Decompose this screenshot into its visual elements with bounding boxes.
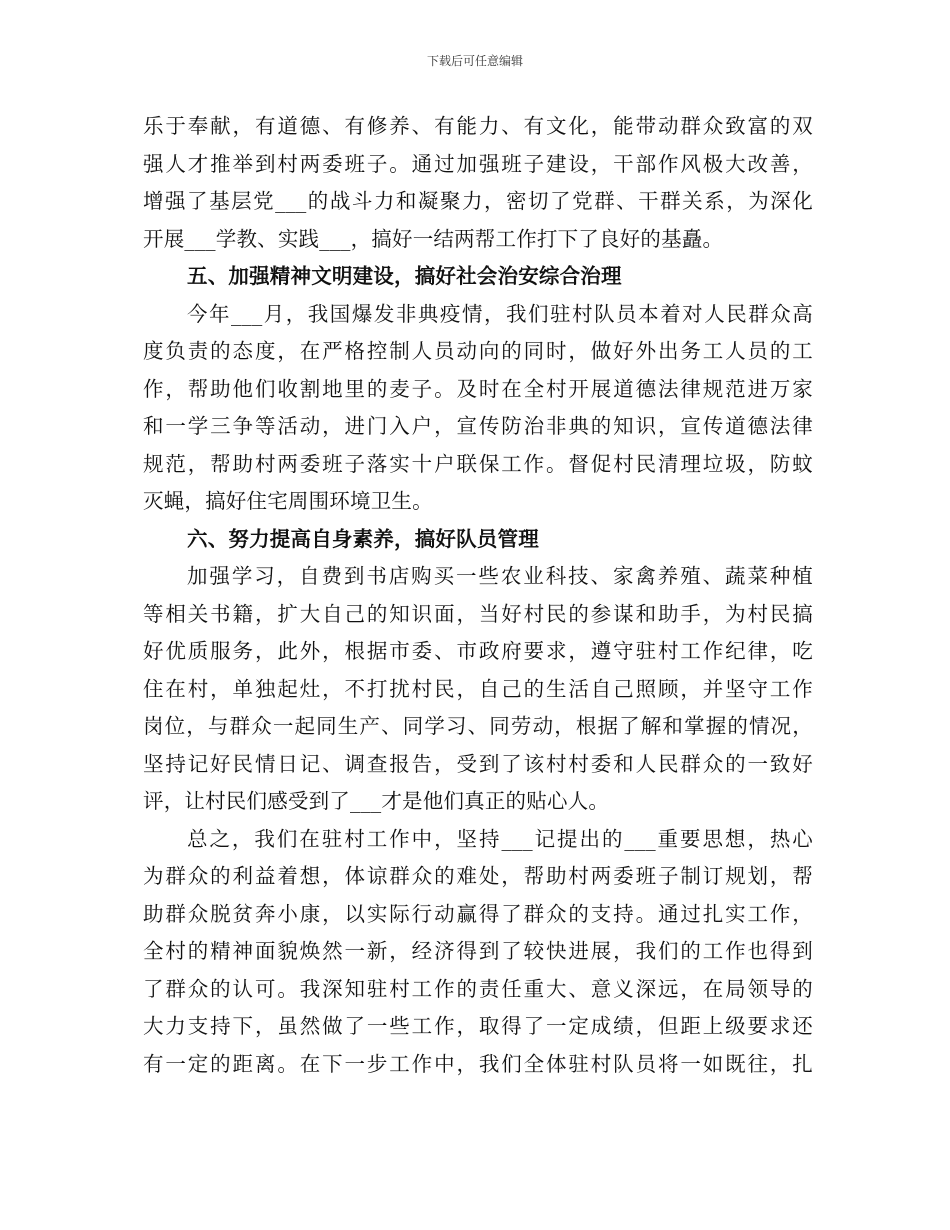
text-line: 了群众的认可。我深知驻村工作的责任重大、意义深远，在局领导的: [143, 976, 813, 1001]
text-line: 灭蝇，搞好住宅周围环境卫生。: [143, 489, 433, 513]
text-line: 有一定的距离。在下一步工作中，我们全体驻村队员将一如既往，扎: [143, 1051, 813, 1076]
text-line: 总之，我们在驻村工作中，坚持___记提出的___重要思想，热心: [187, 826, 813, 851]
section-heading-6: 六、努力提高自身素养，搞好队员管理: [187, 526, 539, 551]
text-line: 坚持记好民情日记、调查报告，受到了该村村委和人民群众的一致好: [143, 751, 813, 776]
text-line: 和一学三争等活动，进门入户，宣传防治非典的知识，宣传道德法律: [143, 414, 813, 438]
text-line: 增强了基层党___的战斗力和凝聚力，密切了党群、干群关系，为深化: [143, 189, 813, 213]
section-heading-5: 五、加强精神文明建设，搞好社会治安综合治理: [187, 264, 622, 288]
text-line: 开展___学教、实践___，搞好一结两帮工作打下了良好的基矗。: [143, 226, 724, 251]
document-body: [143, 108, 813, 1083]
text-line: 岗位，与群众一起同生产、同学习、同劳动，根据了解和掌握的情况，: [143, 714, 813, 738]
text-line: 等相关书籍，扩大自己的知识面，当好村民的参谋和助手，为村民搞: [143, 601, 813, 626]
text-line: 大力支持下，虽然做了一些工作，取得了一定成绩，但距上级要求还: [143, 1014, 813, 1038]
text-line: 为群众的利益着想，体谅群众的难处，帮助村两委班子制订规划，帮: [143, 864, 813, 888]
text-line: 全村的精神面貌焕然一新，经济得到了较快进展，我们的工作也得到: [143, 939, 813, 963]
page-header: 下载后可任意编辑: [426, 54, 523, 68]
text-line: 强人才推举到村两委班子。通过加强班子建设，干部作风极大改善，: [143, 151, 813, 176]
text-line: 作，帮助他们收割地里的麦子。及时在全村开展道德法律规范进万家: [143, 376, 813, 401]
text-line: 助群众脱贫奔小康，以实际行动赢得了群众的支持。通过扎实工作，: [143, 901, 813, 926]
text-line: 好优质服务，此外，根据市委、市政府要求，遵守驻村工作纪律，吃: [143, 639, 813, 663]
text-line: 住在村，单独起灶，不打扰村民，自己的生活自己照顾，并坚守工作: [143, 676, 813, 701]
text-line: 今年___月，我国爆发非典疫情，我们驻村队员本着对人民群众高: [187, 301, 813, 326]
text-line: 规范，帮助村两委班子落实十户联保工作。督促村民清理垃圾，防蚊: [143, 451, 813, 476]
text-line: 度负责的态度，在严格控制人员动向的同时，做好外出务工人员的工: [143, 339, 813, 363]
text-line: 乐于奉献，有道德、有修养、有能力、有文化，能带动群众致富的双: [143, 114, 813, 138]
text-line: 评，让村民们感受到了___才是他们真正的贴心人。: [143, 789, 610, 813]
text-line: 加强学习，自费到书店购买一些农业科技、家禽养殖、蔬菜种植: [187, 564, 813, 588]
